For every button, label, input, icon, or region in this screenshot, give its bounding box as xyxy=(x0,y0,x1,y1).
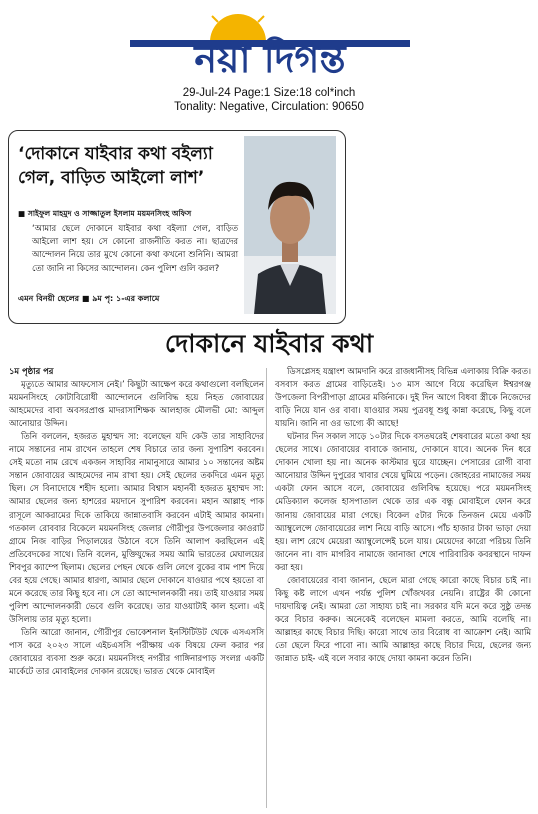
clip-meta-line1: 29-Jul-24 Page:1 Size:18 col*inch xyxy=(182,87,356,99)
clip-meta-line2: Tonality: Negative, Circulation: 90650 xyxy=(174,101,364,113)
article-paragraph: তিনি আরো জানান, গৌরীপুর ভোকেশনাল ইনস্টিটিউট থেকে এসএসসি পাস করে ২০২৩ সালে এইচএসসি পরীক্ষায় এক বিষয়ে ফেল করার পর জোবায়ের ব্যবসা শুরু করে। ময়মনসিংহ নগরীর গাঙ্গিনারপাড় সংলগ্ন একটি মার্কেটে তার মোবাইলের দোকান রয়েছে। ভারত থেকে মোবাইল xyxy=(9,626,264,677)
continued-note: এমন বিনয়ী ছেলের ■ ৯ম পৃ: ১-এর কলামে xyxy=(18,294,160,303)
newspaper-logo xyxy=(130,14,410,80)
svg-text:নয়া দিগন্ত: নয়া দিগন্ত xyxy=(194,37,346,80)
portrait-photo xyxy=(244,136,336,314)
main-headline: দোকানে যাইবার কথা xyxy=(164,329,374,358)
article-column-1 xyxy=(9,365,264,678)
front-headline: ‘দোকানে যাইবার কথা বইল্যা গেল, বাড়িত আইলো লাশ’ xyxy=(18,144,213,188)
article-column-2 xyxy=(275,365,531,665)
front-quote: ‘আমার ছেলে দোকানে যাইবার কথা বইল্যা গেল, বাড়িত আইলো লাশ হয়। সে কোনো রাজনীতি করত না। ছাত্রদের আন্দোলন নিয়ে তার মুখে কোনো কথা কখনো শুনিনি। আমরা তো জানি না কিসের আন্দোলন। কেন পুলিশ গুলি করল? xyxy=(32,223,238,273)
article-paragraph: তিনি বললেন, হজরত মুহাম্মদ সা: বলেছেন যদি কেউ তার সাহাবিদের নামে সন্তানের নাম রাখেন তাহলে শেষ বিচারে তার জন্য সুপারিশ করবেন। সেই মতো নাম রেখে একজন সাহাবির নামানুসারে আমার ১০ সন্তানের অষ্টম সন্তান জোবায়ের আহমেদের নাম রাখা হয়। সেই ছেলের তকদিরে এমন মৃত্যু ছিল। সে বিনাদোষে শহীদ হলো। আমার বিশ্বাস মহানবী হজরত মুহাম্মদ সা: আমার ছেলের জন্য হাশরের ময়দানে সুপারিশ করবেন। মহান আল্লাহ পাক রাসূলে আকরামের দিকে তাকিয়ে জান্নাতবাসি করবেন এটাই আমার কামনা। গতকাল রোববার বিকেলে ময়মনসিংহ জেলার গৌরীপুর উপজেলার কাওরাট গ্রামে নিজ বাড়ির পিড়ালয়ের উঠানে বসে তিনি আলাপ করছিলেন এই প্রতিবেদকের সাথে। তিনি বলেন, মুক্তিযুদ্ধের সময় আমি ভারতের মেঘালয়ের শিবপুর ক্যাম্পে ছিলাম। ছেলের পেছন থেকে গুলি লেগে বুকের বাম পাশ দিয়ে বের হয়ে গেছে। আমার ধারণা, আমার ছেলে দোকানে যাওয়ার পথে হয়তো বা মনে করেছে তার কিছু হবে না। সে তো আন্দোলনকারী নয়। তাই যাওয়ার সময় পুলিশ আন্দোলনকারী ভেবে গুলি করেছে। তার যাওয়াটাই কাল হলো। এই উসিলায় তার মৃত্যু হলো। xyxy=(9,431,264,624)
article-paragraph: ঘটনার দিন সকাল সাড়ে ১০টার দিকে বসতঘরেই শেষবারের মতো কথা হয় ছেলের সাথে। জোবায়ের বাবাকে জানায়, দোকানে যাবে। অনেক দিন ধরে দোকান খোলা হয় না। অনেক কাস্টমার ঘুরে যাচ্ছেন। পেসারের রোগী বাবা আনোয়ার উদ্দিন দুপুরের খাবার খেয়ে ঘুমিয়ে পড়েন। জোহরের নামাজের সময় একটা ফোন আসে বলে, জোবায়ের গুলিবিদ্ধ হয়েছে। পরে ময়মনসিংহ মেডিক্যাল কলেজ হাসপাতাল থেকে তার এক বন্ধু মোবাইলে ফোন করে জানায় জোবায়ের মারা গেছে। বিকেল ৫টার দিকে তিনজন মেয়ে একটি অ্যাম্বুলেন্সে জোবায়েরের লাশ নিয়ে বাড়ি আসে। পাঁচ হাজার টাকা ভাড়া দেয়া হয়। লাশ রেখে মেয়েরা অ্যাম্বুলেন্সেই চলে যায়। মেয়েদের কারো পরিচয় তিনি জানেন না। বাদ মাগরিব নামাজে জানাজা শেষে পারিবারিক কবরস্থানে দাফন করা হয়। xyxy=(275,431,531,572)
continued-from-label: ১ম পৃষ্ঠার পর xyxy=(9,366,54,376)
column-divider xyxy=(266,368,267,808)
byline: ■ সাইফুল মাহমুদ ও সাজ্জাতুল ইসলাম ময়মনসিংহ অফিস xyxy=(18,209,192,218)
article-paragraph: ডিসপ্লেসহ যন্ত্রাংশ আমদানি করে রাজধানীসহ বিভিন্ন এলাকায় বিক্রি করত। বসবাস করত গ্রামের বাড়িতেই। ১৩ মাস আগে বিয়ে করেছিল ঈশ্বরগঞ্জ উপজেলা বিপরীপাড়া গ্রামের মর্জিনাকে। দুই দিন আগে বিধবা স্ত্রীকে নিজেদের বাড়ি নিয়ে যান ওর বাবা। যাওয়ার সময় পুত্রবধূ শুধু কান্না করেছে, কিছু বলে যায়নি। জানি না ওর ভাগ্যে কী আছে! xyxy=(275,366,531,429)
article-paragraph: মৃত্যুতে আমার আফসোস নেই।’ কিছুটা আক্ষেপ করে কথাগুলো বলছিলেন ময়মনসিংহে কোটাবিরোধী আন্দোলনে গুলিবিদ্ধ হয়ে নিহত জোবায়ের আহমেদের বাবা অবসরপ্রাপ্ত মাদরাসাশিক্ষক আলহাজ মৌলভী মো: আব্দুল আনোয়ার উদ্দিন। xyxy=(9,379,264,429)
article-paragraph: জোবায়েরের বাবা জানান, ছেলে মারা গেছে কারো কাছে বিচার চাই না। কিছু কষ্ট লাগে এখন পর্যন্ত পুলিশ খোঁজখবর নেয়নি। রাষ্ট্রের কী কোনো দায়দায়িত্ব নেই। আমরা তো সাহায্য চাই না। সরকার যদি মনে করে সুষ্ঠু তদন্ত করে বিচার করুক। অনেকেই বলেছেন মামলা করতে, আমি বলেছি না। আল্লাহর কাছে বিচার দিছি। কারো সাথে তার বিরোধ বা আক্রোশ নেই। আমি তো ছেলে ফিরে পাবো না। আমি আল্লাহর কাছে বিচার দিয়ে, ছেলের জন্য জান্নাত চাই- এই বলে সবার কাছে দোয়া কামনা করেন তিনি। xyxy=(275,574,531,664)
